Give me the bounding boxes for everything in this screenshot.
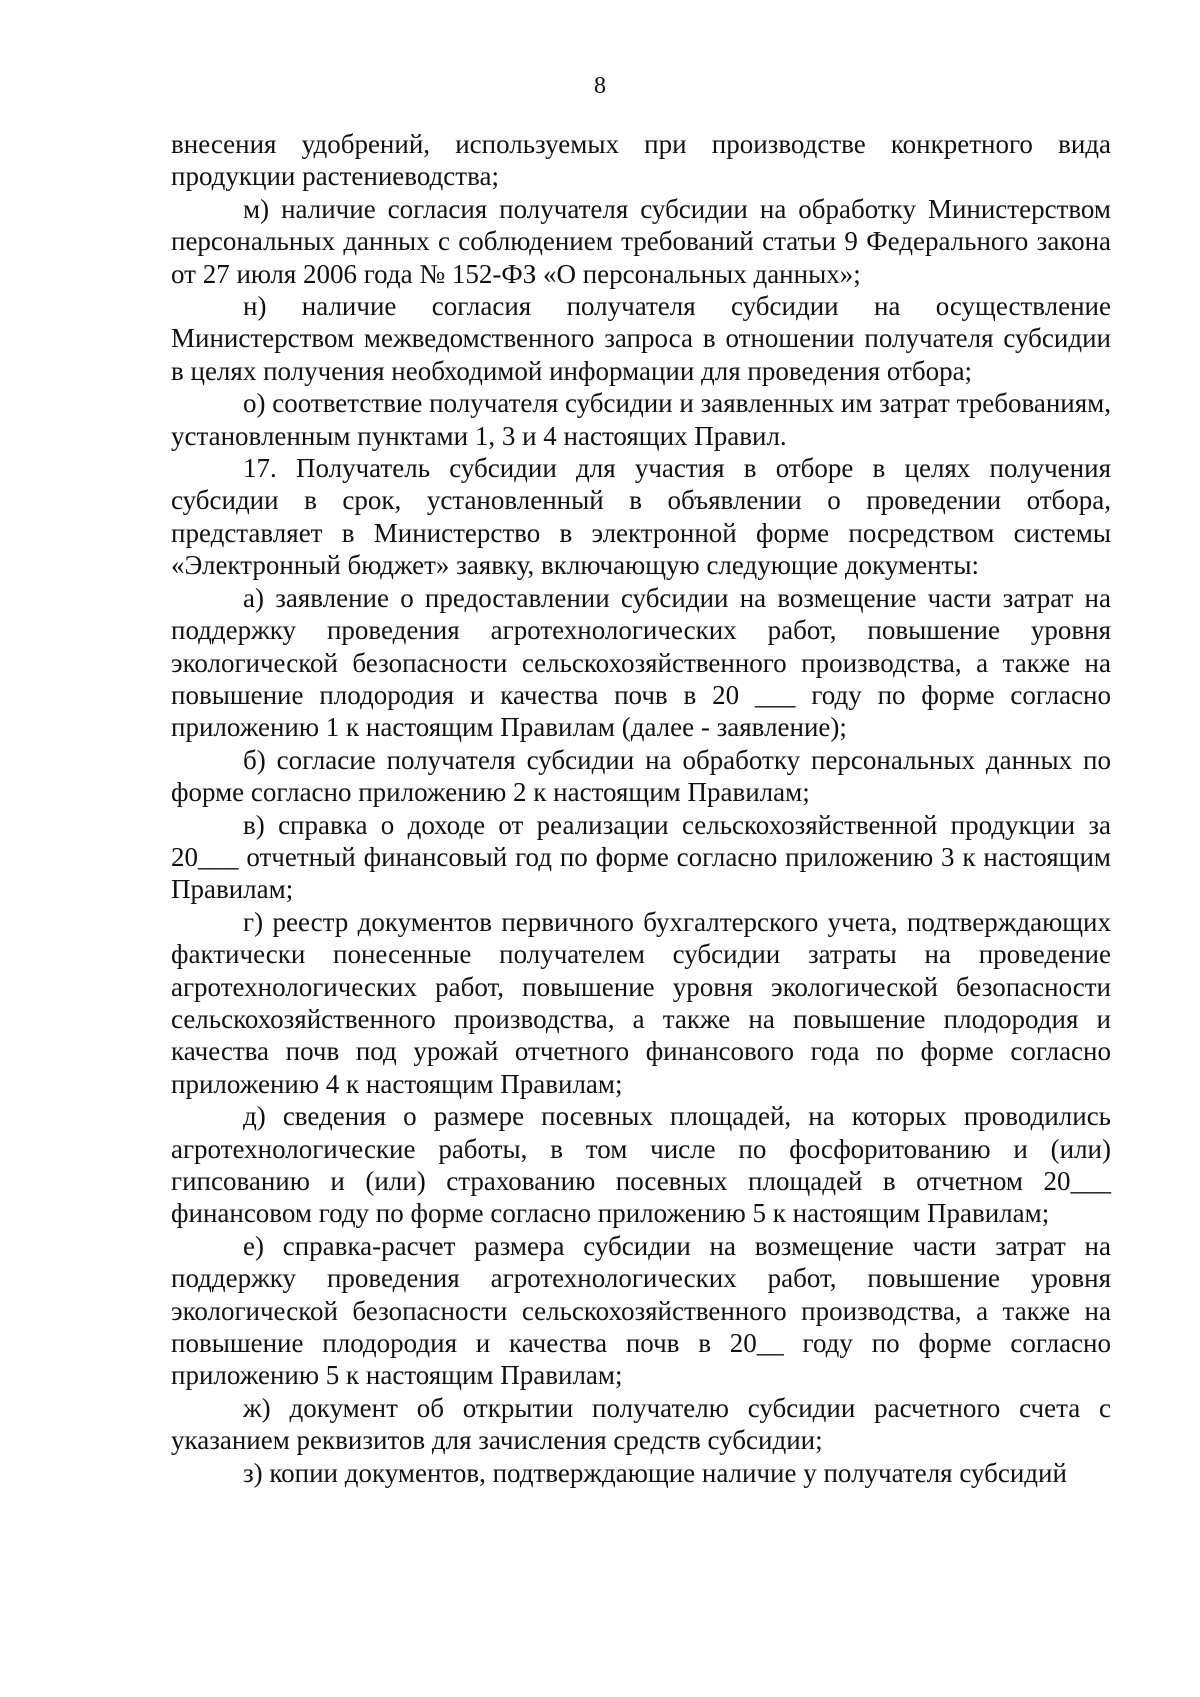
paragraph-item-d: д) сведения о размере посевных площадей, на которых проводились агротехнологические работы, в том числе по фосфоритованию и (или) гипсованию и (или) страхованию посевных площадей в отчетном 20___ финансовом году по форме согласно приложению 5 к настоящим Правилам; — [171, 1101, 1111, 1229]
paragraph-continuation: внесения удобрений, используемых при производстве конкретного вида продукции растениеводства; — [171, 129, 1111, 192]
document-body — [171, 128, 1111, 1489]
paragraph-item-g: г) реестр документов первичного бухгалтерского учета, подтверждающих фактически понесенные получателем субсидии затраты на проведение агротехнологических работ, повышение уровня экологической безопасности сельскохозяйственного производства, а также на повышение плодородия и качества почв под урожай отчетного финансового года по форме согласно приложению 4 к настоящим Правилам; — [171, 906, 1111, 1099]
paragraph-section-17: 17. Получатель субсидии для участия в отборе в целях получения субсидии в срок, установленный в объявлении о проведении отбора, представляет в Министерство в электронной форме посредством системы «Электронный бюджет» заявку, включающую следующие документы: — [171, 453, 1111, 581]
paragraph-item-z: з) копии документов, подтверждающие наличие у получателя субсидий — [243, 1457, 1067, 1488]
paragraph-item-a: а) заявление о предоставлении субсидии на возмещение части затрат на поддержку проведения агротехнологических работ, повышение уровня экологической безопасности сельскохозяйственного производства, а также на повышение плодородия и качества почв в 20 ___ году по форме согласно приложению 1 к настоящим Правилам (далее - заявление); — [171, 582, 1111, 743]
paragraph-item-zh: ж) документ об открытии получателю субсидии расчетного счета с указанием реквизитов для зачисления средств субсидии; — [171, 1392, 1111, 1456]
page-number: 8 — [594, 73, 606, 99]
paragraph-item-e: е) справка-расчет размера субсидии на возмещение части затрат на поддержку проведения агротехнологических работ, повышение уровня экологической безопасности сельскохозяйственного производства, а также на повышение плодородия и качества почв в 20__ году по форме согласно приложению 5 к настоящим Правилам; — [171, 1230, 1111, 1391]
paragraph-item-b: б) согласие получателя субсидии на обработку персональных данных по форме согласно приложению 2 к настоящим Правилам; — [171, 744, 1111, 808]
paragraph-item-n: н) наличие согласия получателя субсидии на осуществление Министерством межведомственного запроса в отношении получателя субсидии в целях получения необходимой информации для проведения отбора; — [171, 291, 1111, 386]
paragraph-item-o: о) соответствие получателя субсидии и заявленных им затрат требованиям, установленным пунктами 1, 3 и 4 настоящих Правил. — [171, 388, 1111, 451]
paragraph-item-v: в) справка о доходе от реализации сельскохозяйственной продукции за 20___ отчетный финансовый год по форме согласно приложению 3 к настоящим Правилам; — [171, 809, 1111, 905]
paragraph-item-m: м) наличие согласия получателя субсидии на обработку Министерством персональных данных с соблюдением требований статьи 9 Федерального закона от 27 июля 2006 года № 152-ФЗ «О персональных данных»; — [171, 193, 1111, 289]
